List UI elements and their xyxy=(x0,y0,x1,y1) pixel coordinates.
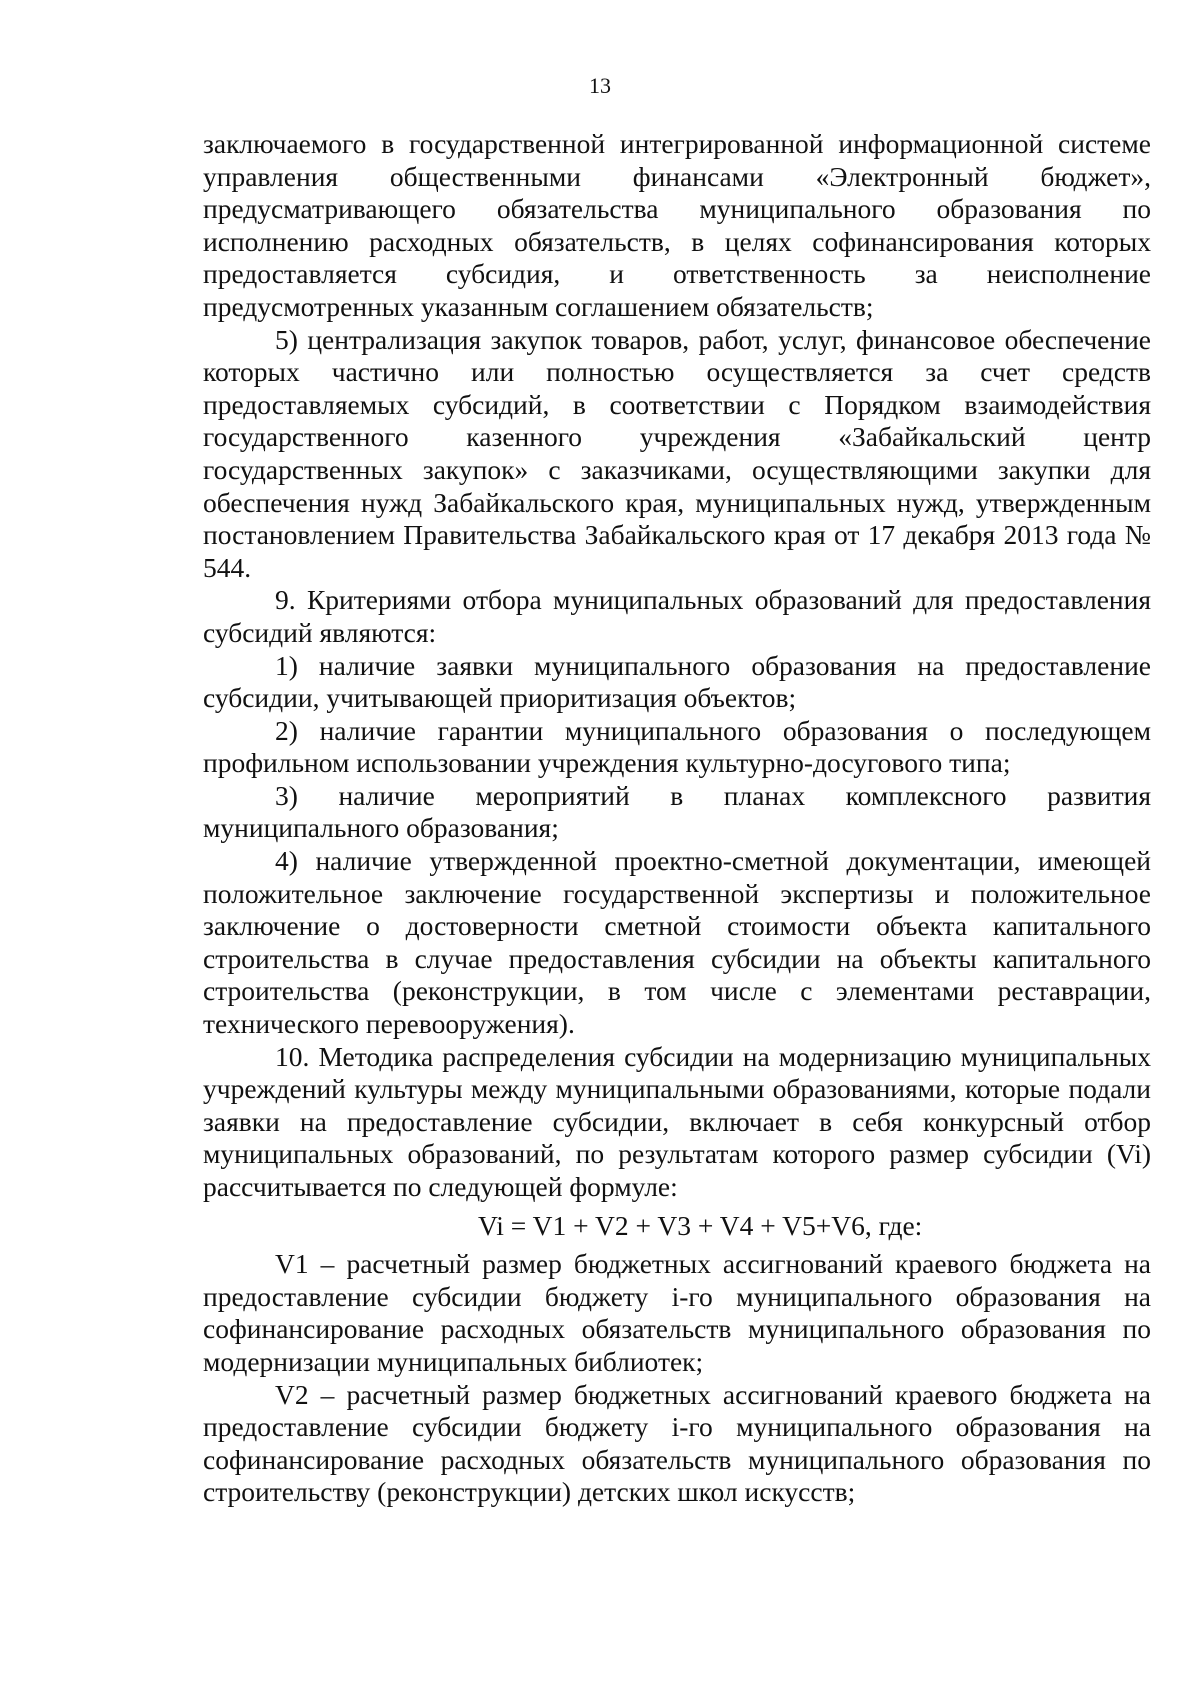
paragraph-section-9: 9. Критериями отбора муниципальных образований для предоставления субсидий являются: xyxy=(203,584,1151,648)
document-body xyxy=(203,128,1151,1509)
paragraph-section-10: 10. Методика распределения субсидии на модернизацию муниципальных учреждений культуры между муниципальными образованиями, которые подали заявки на предоставление субсидии, включает в себя конкурсный отбор муниципальных образований, по результатам которого размер субсидии (Vi) рассчитывается по следующей формуле: xyxy=(203,1040,1151,1202)
paragraph-criterion-2: 2) наличие гарантии муниципального образования о последующем профильном использовании учреждения культурно-досугового типа; xyxy=(203,714,1151,779)
definition-v2: V2 – расчетный размер бюджетных ассигнований краевого бюджета на предоставление субсидии бюджету i-го муниципального образования на софинансирование расходных обязательств муниципального образования по строительству (реконструкции) детских школ искусств; xyxy=(203,1378,1151,1508)
page-number: 13 xyxy=(589,73,611,98)
paragraph-item-5: 5) централизация закупок товаров, работ, услуг, финансовое обеспечение которых частично или полностью осуществляется за счет средств предоставляемых субсидий, в соответствии с Порядком взаимодействия государственного казенного учреждения «Забайкальский центр государственных закупок» с заказчиками, осуществляющими закупки для обеспечения нужд Забайкальского края, муниципальных нужд, утвержденным постановлением Правительства Забайкальского края от 17 декабря 2013 года № 544. xyxy=(203,323,1151,583)
paragraph-criterion-1: 1) наличие заявки муниципального образования на предоставление субсидии, учитывающей приоритизация объектов; xyxy=(203,649,1151,714)
paragraph-continuation: заключаемого в государственной интегрированной информационной системе управления общественными финансами «Электронный бюджет», предусматривающего обязательства муниципального образования по исполнению расходных обязательств, в целях софинансирования которых предоставляется субсидия, и ответственность за неисполнение предусмотренных указанным соглашением обязательств; xyxy=(203,128,1151,322)
formula: Vi = V1 + V2 + V3 + V4 + V5+V6, где: xyxy=(478,1209,923,1241)
paragraph-criterion-3: 3) наличие мероприятий в планах комплексного развития муниципального образования; xyxy=(203,779,1151,844)
paragraph-criterion-4: 4) наличие утвержденной проектно-сметной документации, имеющей положительное заключение государственной экспертизы и положительное заключение о достоверности сметной стоимости объекта капитального строительства в случае предоставления субсидии на объекты капитального строительства (реконструкции, в том числе с элементами реставрации, технического перевооружения). xyxy=(203,845,1151,1040)
definition-v1: V1 – расчетный размер бюджетных ассигнований краевого бюджета на предоставление субсидии бюджету i-го муниципального образования на софинансирование расходных обязательств муниципального образования по модернизации муниципальных библиотек; xyxy=(203,1248,1151,1377)
